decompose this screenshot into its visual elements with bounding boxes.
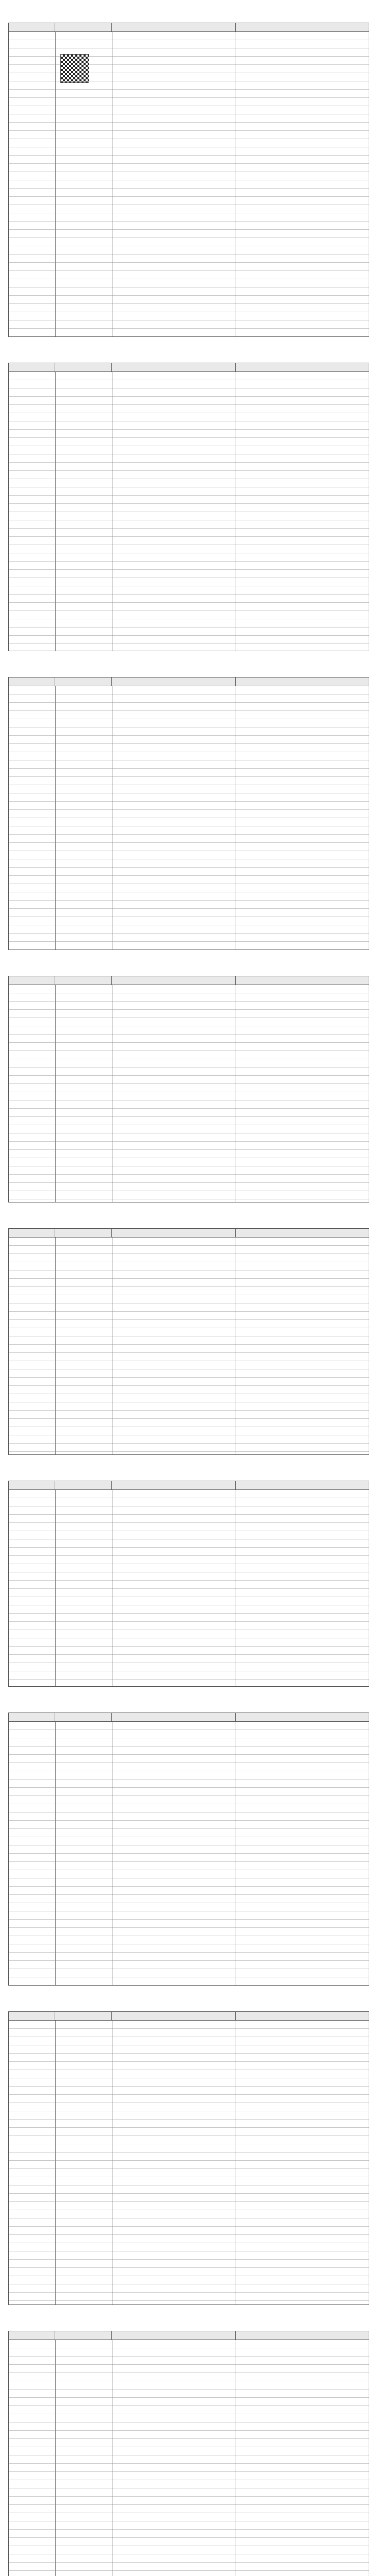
section-2: [0, 350, 378, 654]
column-header: [112, 2331, 236, 2340]
column-header: [55, 23, 112, 31]
column-header: [9, 1713, 55, 1721]
table-header: [9, 23, 369, 32]
column-header: [9, 677, 55, 686]
section-1: [0, 10, 378, 340]
section-8: [0, 1999, 378, 2308]
column-header: [112, 1481, 236, 1489]
table-body: [9, 1490, 369, 1686]
section-4: [0, 963, 378, 1206]
table-body: [9, 1722, 369, 1985]
table-header: [9, 677, 369, 686]
column-header: [9, 2012, 55, 2020]
table-header: [9, 1229, 369, 1238]
section-7: [0, 1700, 378, 1989]
section-table: [8, 363, 369, 651]
section-title: [0, 350, 378, 362]
column-header: [9, 1229, 55, 1237]
section-table: [8, 1481, 369, 1687]
column-header: [55, 1481, 112, 1489]
table-header: [9, 2331, 369, 2340]
column-header: [236, 2331, 369, 2340]
column-header: [55, 1229, 112, 1237]
column-header: [236, 1481, 369, 1489]
column-header: [236, 363, 369, 371]
table-body: [9, 372, 369, 651]
column-header: [236, 23, 369, 31]
table-body: [9, 1238, 369, 1454]
section-9: [0, 2318, 378, 2576]
column-header: [112, 363, 236, 371]
column-header: [55, 677, 112, 686]
column-header: [112, 1713, 236, 1721]
section-table: [8, 677, 369, 950]
section-title: [0, 2318, 378, 2330]
column-header: [112, 1229, 236, 1237]
table-body: [9, 2021, 369, 2304]
section-title: [0, 10, 378, 22]
column-header: [236, 1713, 369, 1721]
section-title: [0, 1216, 378, 1227]
column-header: [9, 1481, 55, 1489]
column-header: [55, 363, 112, 371]
column-header: [112, 2012, 236, 2020]
column-header: [112, 23, 236, 31]
section-table: [8, 1228, 369, 1455]
qr-code-image: [60, 54, 89, 83]
column-header: [9, 363, 55, 371]
column-header: [236, 1229, 369, 1237]
column-header: [112, 976, 236, 985]
section-title: [0, 963, 378, 975]
column-header: [9, 23, 55, 31]
section-title: [0, 1999, 378, 2010]
table-header: [9, 363, 369, 372]
section-3: [0, 665, 378, 953]
section-title: [0, 1468, 378, 1480]
column-header: [236, 976, 369, 985]
column-header: [236, 2012, 369, 2020]
section-title: [0, 1700, 378, 1711]
column-header: [55, 976, 112, 985]
section-table: [8, 976, 369, 1202]
section-title: [0, 665, 378, 676]
section-table: [8, 23, 369, 337]
section-table: [8, 1713, 369, 1986]
column-header: [55, 2331, 112, 2340]
section-table: [8, 2331, 369, 2576]
section-5: [0, 1216, 378, 1458]
table-header: [9, 1481, 369, 1490]
column-header: [9, 2331, 55, 2340]
table-header: [9, 1713, 369, 1722]
column-header: [9, 976, 55, 985]
table-header: [9, 2012, 369, 2021]
section-table: [8, 2011, 369, 2305]
column-header: [236, 677, 369, 686]
column-header: [55, 1713, 112, 1721]
table-header: [9, 976, 369, 985]
column-header: [55, 2012, 112, 2020]
column-header: [112, 677, 236, 686]
table-body: [9, 686, 369, 950]
table-body: [9, 985, 369, 1202]
section-6: [0, 1468, 378, 1690]
table-body: [9, 2340, 369, 2576]
